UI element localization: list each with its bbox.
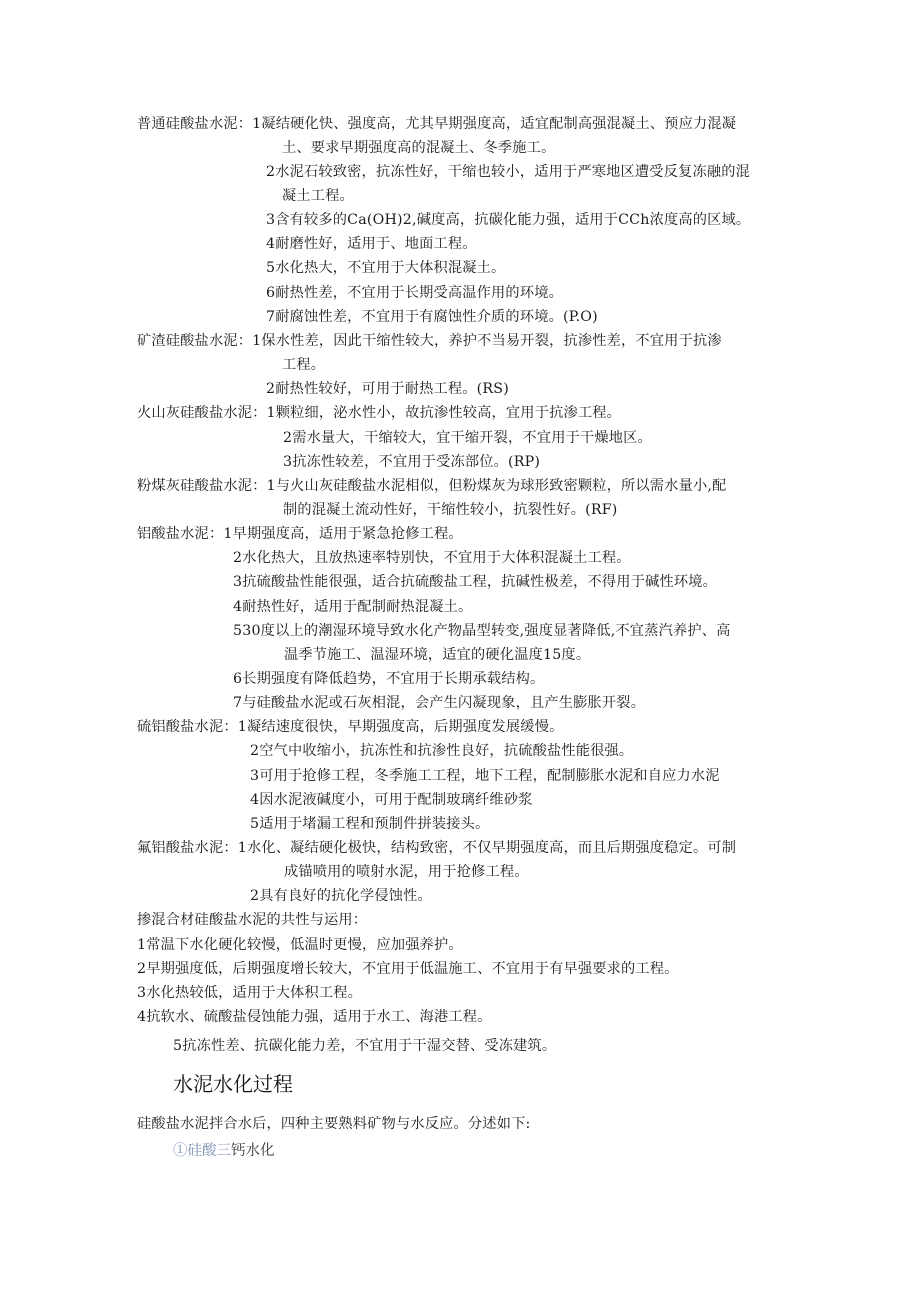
ordinary-line-3: 2水泥石较致密，抗冻性好，干缩也较小，适用于严寒地区遭受反复冻融的混 bbox=[266, 164, 751, 180]
sulfoaluminate-line-1: 硫铝酸盐水泥：1凝结速度很快，早期强度高，后期强度发展缓慢。 bbox=[137, 719, 564, 735]
aluminate-line-5: 530度以上的潮湿环境导致水化产物晶型转变,强度显著降低,不宜蒸汽养护、高 bbox=[233, 623, 731, 639]
blended-item-5: 5抗冻性差、抗碳化能力差，不宜用于干湿交替、受冻建筑。 bbox=[173, 1038, 557, 1054]
blended-title: 掺混合材硅酸盐水泥的共性与运用： bbox=[137, 912, 368, 928]
aluminate-line-2: 2水化热大，且放热速率特别快，不宜用于大体积混凝土工程。 bbox=[233, 550, 631, 566]
slag-line-2: 工程。 bbox=[282, 357, 326, 373]
sulfoaluminate-line-4: 4因水泥液碱度小，可用于配制玻璃纤维砂浆 bbox=[250, 792, 533, 808]
sulfoaluminate-line-3: 3可用于抢修工程，冬季施工工程，地下工程，配制膨胀水泥和自应力水泥 bbox=[250, 768, 720, 784]
ordinary-line-9: 7耐腐蚀性差，不宜用于有腐蚀性介质的环境。(P.O) bbox=[266, 309, 598, 325]
aluminate-line-8: 7与硅酸盐水泥或石灰相混，会产生闪凝现象，且产生膨胀开裂。 bbox=[233, 695, 646, 711]
hydration-heading: 水泥水化过程 bbox=[173, 1072, 293, 1096]
aluminate-line-1: 铝酸盐水泥：1早期强度高，适用于紧急抢修工程。 bbox=[137, 526, 463, 542]
blended-item-1: 1常温下水化硬化较慢，低温时更慢，应加强养护。 bbox=[137, 937, 463, 953]
ordinary-line-6: 4耐磨性好，适用于、地面工程。 bbox=[266, 236, 477, 252]
aluminate-line-3: 3抗硫酸盐性能很强，适合抗硫酸盐工程，抗碱性极差，不得用于碱性环境。 bbox=[233, 574, 718, 590]
blended-item-3: 3水化热较低，适用于大体积工程。 bbox=[137, 985, 363, 1001]
aluminate-line-4: 4耐热性好，适用于配制耐热混凝土。 bbox=[233, 599, 473, 615]
hydration-subheading-highlight: ①硅酸三 bbox=[173, 1143, 231, 1159]
aluminate-line-6: 温季节施工、温湿环境，适宜的硬化温度15度。 bbox=[284, 647, 591, 663]
pozzolan-line-2: 2需水量大，干缩较大，宜干缩开裂，不宜用于干燥地区。 bbox=[283, 430, 652, 446]
aluminate-line-7: 6长期强度有降低趋势，不宜用于长期承载结构。 bbox=[233, 671, 545, 687]
ordinary-line-7: 5水化热大，不宜用于大体积混凝土。 bbox=[266, 260, 506, 276]
flyash-line-2: 制的混凝土流动性好，干缩性较小，抗裂性好。(RF) bbox=[283, 502, 618, 518]
flyash-line-1: 粉煤灰硅酸盐水泥：1与火山灰硅酸盐水泥相似，但粉煤灰为球形致密颗粒，所以需水量小,配 bbox=[137, 478, 727, 494]
fluoroaluminate-line-3: 2具有良好的抗化学侵蚀性。 bbox=[250, 888, 432, 904]
sulfoaluminate-line-2: 2空气中收缩小，抗冻性和抗渗性良好，抗硫酸盐性能很强。 bbox=[250, 743, 634, 759]
hydration-subheading-rest: 钙水化 bbox=[231, 1143, 275, 1159]
ordinary-line-8: 6耐热性差，不宜用于长期受高温作用的环境。 bbox=[266, 285, 563, 301]
hydration-subheading bbox=[173, 1141, 275, 1161]
ordinary-line-2: 土、要求早期强度高的混凝土、冬季施工。 bbox=[282, 140, 556, 156]
ordinary-line-1: 普通硅酸盐水泥：1凝结硬化快、强度高，尤其早期强度高，适宜配制高强混凝土、预应力混凝 bbox=[137, 116, 737, 132]
ordinary-line-5: 3含有较多的Ca(OH)2,碱度高，抗碳化能力强，适用于CCh浓度高的区域。 bbox=[266, 212, 751, 228]
slag-line-1: 矿渣硅酸盐水泥：1保水性差，因此干缩性较大，养护不当易开裂，抗渗性差，不宜用于抗渗 bbox=[137, 333, 722, 349]
sulfoaluminate-line-5: 5适用于堵漏工程和预制件拼装接头。 bbox=[250, 816, 490, 832]
pozzolan-line-1: 火山灰硅酸盐水泥：1颗粒细，泌水性小，故抗渗性较高，宜用于抗渗工程。 bbox=[137, 405, 622, 421]
blended-item-4: 4抗软水、硫酸盐侵蚀能力强，适用于水工、海港工程。 bbox=[137, 1009, 492, 1025]
ordinary-line-4: 凝土工程。 bbox=[282, 188, 354, 204]
pozzolan-line-3: 3抗冻性较差，不宜用于受冻部位。(RP) bbox=[283, 454, 541, 470]
fluoroaluminate-line-1: 氟铝酸盐水泥：1水化、凝结硬化极快，结构致密，不仅早期强度高，而且后期强度稳定。可制 bbox=[137, 840, 737, 856]
blended-item-2: 2早期强度低，后期强度增长较大，不宜用于低温施工、不宜用于有早强要求的工程。 bbox=[137, 961, 679, 977]
fluoroaluminate-line-2: 成锚喷用的喷射水泥，用于抢修工程。 bbox=[284, 864, 529, 880]
slag-line-3: 2耐热性较好，可用于耐热工程。(RS) bbox=[266, 381, 509, 397]
hydration-intro: 硅酸盐水泥拌合水后，四种主要熟料矿物与水反应。分述如下: bbox=[137, 1116, 531, 1132]
